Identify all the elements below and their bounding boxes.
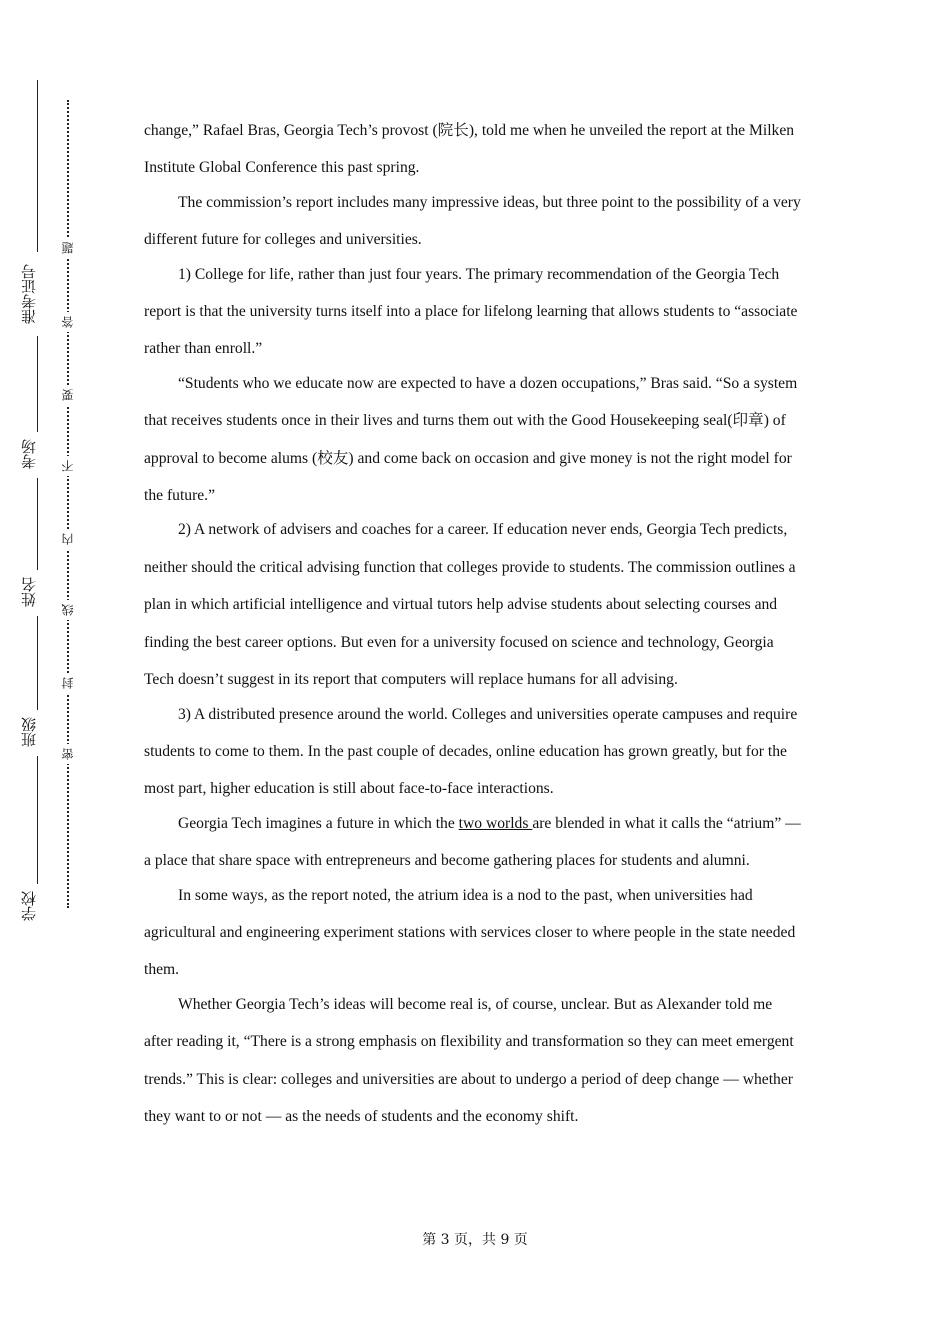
- paragraph: 3) A distributed presence around the world. Colleges and universities operate campuses and require students to come to them. In the past couple of decades, online education has grown greatly, but for the most part, higher education is still about face-to-face interactions.: [144, 705, 798, 798]
- paragraph: Whether Georgia Tech’s ideas will become real is, of course, unclear. But as Alexander told me after reading it, “There is a strong emphasis on flexibility and transformation so they can meet emergent trends.” This is clear: colleges and universities are about to undergo a period of deep change — whether they want to or not — as the needs of students and the economy shift.: [144, 995, 794, 1125]
- paragraph: 1) College for life, rather than just four years. The primary recommendation of the Georgia Tech report is that the university turns itself into a place for lifelong learning that allows students to “associate rather than enroll.”: [144, 265, 798, 358]
- exam-number-label: 准考证号: [20, 264, 38, 324]
- student-info-column: [14, 80, 48, 932]
- seal-char: 内: [58, 529, 78, 549]
- info-underline: [37, 616, 38, 710]
- paragraph: “Students who we educate now are expected to have a dozen occupations,” Bras said. “So a system that receives students once in their lives and turns them out with the Good Housekeeping seal(印章) of approval to become alums (校友) and come back on occasion and give money is not the right model for the future.”: [144, 374, 798, 505]
- info-underline: [37, 80, 38, 252]
- seal-char: 要: [58, 385, 78, 405]
- seal-char: 不: [58, 456, 78, 476]
- info-underline: [37, 478, 38, 570]
- page-number: 第 3 页，共 9 页: [422, 1232, 528, 1248]
- seal-char: 封: [58, 673, 78, 693]
- seal-char: 密: [58, 744, 78, 764]
- name-label: 姓名: [20, 577, 38, 607]
- paragraph-text: Georgia Tech imagines a future in which the: [178, 814, 459, 832]
- info-underline: [37, 336, 38, 432]
- seal-char: 题: [58, 238, 78, 258]
- article-body: [144, 112, 804, 1132]
- seal-dotted-line: [67, 100, 69, 908]
- paragraph: [144, 805, 804, 880]
- school-label: 学校: [20, 891, 38, 921]
- paragraph: The commission’s report includes many impressive ideas, but three point to the possibility of a very different future for colleges and universities.: [144, 193, 801, 249]
- class-label: 班级: [20, 717, 38, 747]
- paragraph: 2) A network of advisers and coaches for a career. If education never ends, Georgia Tech predicts, neither should the critical advising function that colleges provide to students. The commission outlines a plan in which artificial intelligence and virtual tutors help advise students about selecting courses and finding the best career options. But even for a university focused on science and technology, Georgia Tech doesn’t suggest in its report that computers will replace humans for all advising.: [144, 521, 796, 689]
- underlined-phrase: two worlds: [458, 814, 533, 832]
- paragraph: change,” Rafael Bras, Georgia Tech’s provost (院长), told me when he unveiled the report at the Milken Institute Global Conference this past spring.: [144, 122, 795, 177]
- paragraph: In some ways, as the report noted, the atrium idea is a nod to the past, when universities had agricultural and engineering experiment stations with services closer to where people in the state needed them.: [144, 886, 796, 979]
- seal-char: 答: [58, 312, 78, 332]
- paragraph-text: are blended in what it calls the “atrium” — a place that share space with entrepreneurs and become gathering places for students and alumni.: [144, 814, 801, 870]
- seal-char: 线: [58, 600, 78, 620]
- info-underline: [37, 756, 38, 884]
- exam-room-label: 考场: [20, 439, 38, 469]
